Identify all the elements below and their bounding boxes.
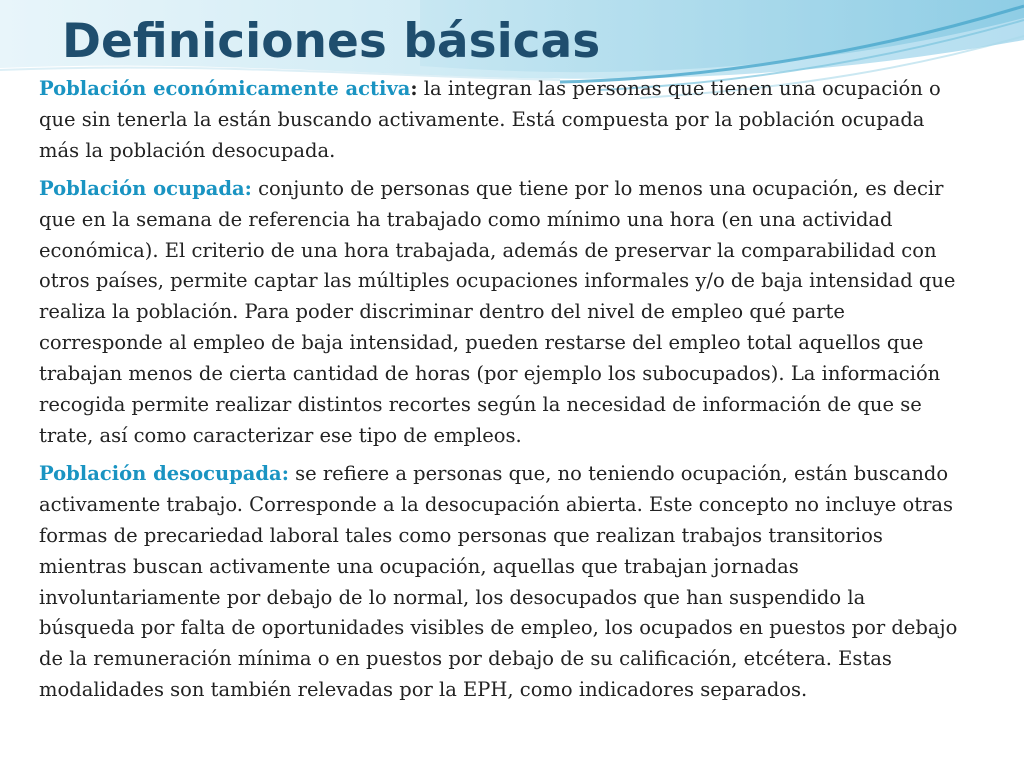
definition-ocupada bbox=[39, 174, 959, 452]
definition-text: conjunto de personas que tiene por lo menos una ocupación, es decir que en la semana de referencia ha trabajado como mínimo una hora (en una actividad económica). El criterio de una hora trabajada, además de preservar la comparabilidad con otros países, permite captar las múltiples ocupaciones informales y/o de baja intensidad que realiza la población. Para poder discriminar dentro del nivel de empleo qué parte corresponde al empleo de baja intensidad, pueden restarse del empleo total aquellos que trabajan menos de cierta cantidad de horas (por ejemplo los subocupados). La información recogida permite realizar distintos recortes según la necesidad de información de que se trate, así como caracterizar ese tipo de empleos. bbox=[39, 176, 956, 447]
definition-text: la integran las personas que tienen una ocupación o que sin tenerla la están buscando activamente. Está compuesta por la población ocupada más la población desocupada. bbox=[39, 77, 941, 162]
definition-term: Población económicamente activa bbox=[39, 77, 411, 100]
definitions-list bbox=[39, 74, 959, 713]
slide-title: Definiciones básicas bbox=[62, 14, 601, 69]
definition-text: se refiere a personas que, no teniendo ocupación, están buscando activamente trabajo. Corresponde a la desocupación abierta. Este concepto no incluye otras formas de precariedad laboral tales como personas que realizan trabajos transitorios mientras buscan activamente una ocupación, aquellas que trabajan jornadas involuntariamente por debajo de lo normal, los desocupados que han suspendido la búsqueda por falta de oportunidades visibles de empleo, los ocupados en puestos por debajo de la remuneración mínima o en puestos por debajo de su calificación, etcétera. Estas modalidades son también relevadas por la EPH, como indicadores separados. bbox=[39, 461, 958, 702]
definition-desocupada bbox=[39, 459, 959, 706]
definition-term: Población desocupada: bbox=[39, 461, 289, 485]
definition-separator: : bbox=[410, 77, 418, 100]
definition-term: Población ocupada: bbox=[39, 176, 252, 200]
definition-pea bbox=[39, 74, 959, 167]
